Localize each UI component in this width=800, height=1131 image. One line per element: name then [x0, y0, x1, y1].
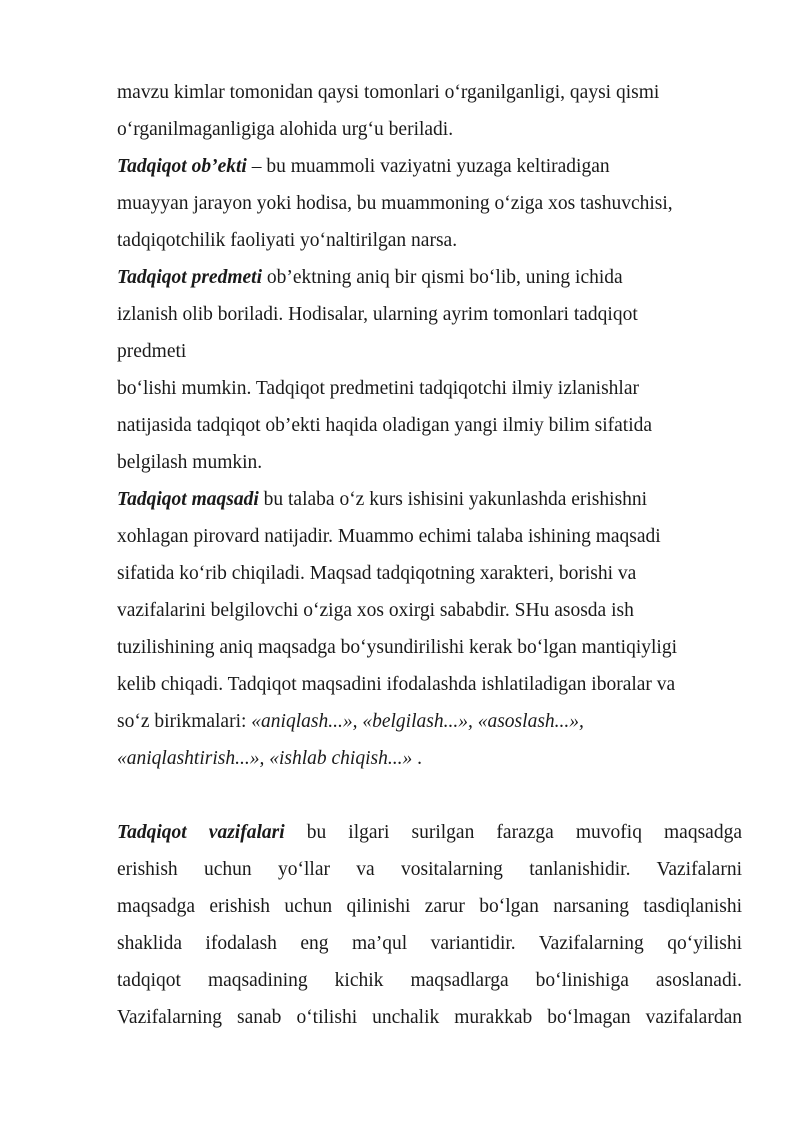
intro-paragraph: [117, 74, 742, 148]
text-line: sifatida koʻrib chiqiladi. Maqsad tadqiqotning xarakteri, borishi va: [117, 563, 637, 584]
paragraph-gap: [117, 777, 742, 814]
term-vazifa: Tadqiqot vazifalari: [117, 822, 285, 843]
text-fragment: – bu muammoli vaziyatni yuzaga keltiradigan: [246, 156, 610, 177]
text-line: belgilash mumkin.: [117, 452, 263, 473]
text-line: Vazifalarning sanab oʻtilishi unchalik murakkab boʻlmagan vazifalardan: [117, 1007, 742, 1028]
text-line: tuzilishining aniq maqsadga boʻysundirilishi kerak boʻlgan mantiqiyligi: [117, 637, 677, 658]
text-line: [117, 481, 742, 518]
text-line: natijasida tadqiqot ob’ekti haqida oladigan yangi ilmiy bilim sifatida: [117, 415, 653, 436]
text-line: oʻrganilmaganligiga alohida urgʻu beriladi.: [117, 119, 454, 140]
text-line: tadqiqot maqsadining kichik maqsadlarga boʻlinishiga asoslanadi.: [117, 970, 742, 991]
vazifa-paragraph: [117, 814, 742, 1036]
text-line: xohlagan pirovard natijadir. Muammo echimi talaba ishining maqsadi: [117, 526, 661, 547]
italic-phrases: «aniqlashtirish...», «ishlab chiqish...»: [117, 748, 413, 769]
text-line: tadqiqotchilik faoliyati yoʻnaltirilgan narsa.: [117, 230, 458, 251]
maqsad-paragraph: [117, 481, 742, 777]
text-fragment: soʻz birikmalari:: [117, 711, 252, 732]
text-fragment: ob’ektning aniq bir qismi boʻlib, uning ichida: [261, 267, 623, 288]
text-line: [117, 814, 742, 851]
text-line: muayyan jarayon yoki hodisa, bu muammoning oʻziga xos tashuvchisi,: [117, 193, 673, 214]
italic-phrases: «aniqlash...», «belgilash...», «asoslash...»,: [251, 711, 584, 732]
text-line: mavzu kimlar tomonidan qaysi tomonlari oʻrganilganligi, qaysi qismi: [117, 82, 660, 103]
obyekt-paragraph: [117, 148, 742, 259]
text-fragment: bu ilgari surilgan farazga muvofiq maqsadga: [284, 822, 742, 843]
text-line: boʻlishi mumkin. Tadqiqot predmetini tadqiqotchi ilmiy izlanishlar: [117, 378, 639, 399]
term-predmet: Tadqiqot predmeti: [117, 267, 262, 288]
predmet-paragraph: [117, 259, 742, 481]
text-fragment: .: [412, 748, 422, 769]
text-fragment: bu talaba oʻz kurs ishisini yakunlashda erishishni: [258, 489, 648, 510]
text-line: [117, 148, 742, 185]
text-line: maqsadga erishish uchun qilinishi zarur boʻlgan narsaning tasdiqlanishi: [117, 896, 742, 917]
text-line: izlanish olib boriladi. Hodisalar, ularning ayrim tomonlari tadqiqot: [117, 304, 638, 325]
text-line: predmeti: [117, 341, 187, 362]
text-line: [117, 703, 742, 740]
term-obyekt: Tadqiqot ob’ekti: [117, 156, 247, 177]
text-line: [117, 259, 742, 296]
text-line: shaklida ifodalash eng ma’qul variantidir. Vazifalarning qoʻyilishi: [117, 933, 742, 954]
term-maqsad: Tadqiqot maqsadi: [117, 489, 259, 510]
text-line: [117, 740, 742, 777]
text-line: erishish uchun yoʻllar va vositalarning tanlanishidir. Vazifalarni: [117, 859, 742, 880]
text-line: vazifalarini belgilovchi oʻziga xos oxirgi sababdir. SHu asosda ish: [117, 600, 634, 621]
document-page: [117, 74, 742, 1036]
text-line: kelib chiqadi. Tadqiqot maqsadini ifodalashda ishlatiladigan iboralar va: [117, 674, 676, 695]
